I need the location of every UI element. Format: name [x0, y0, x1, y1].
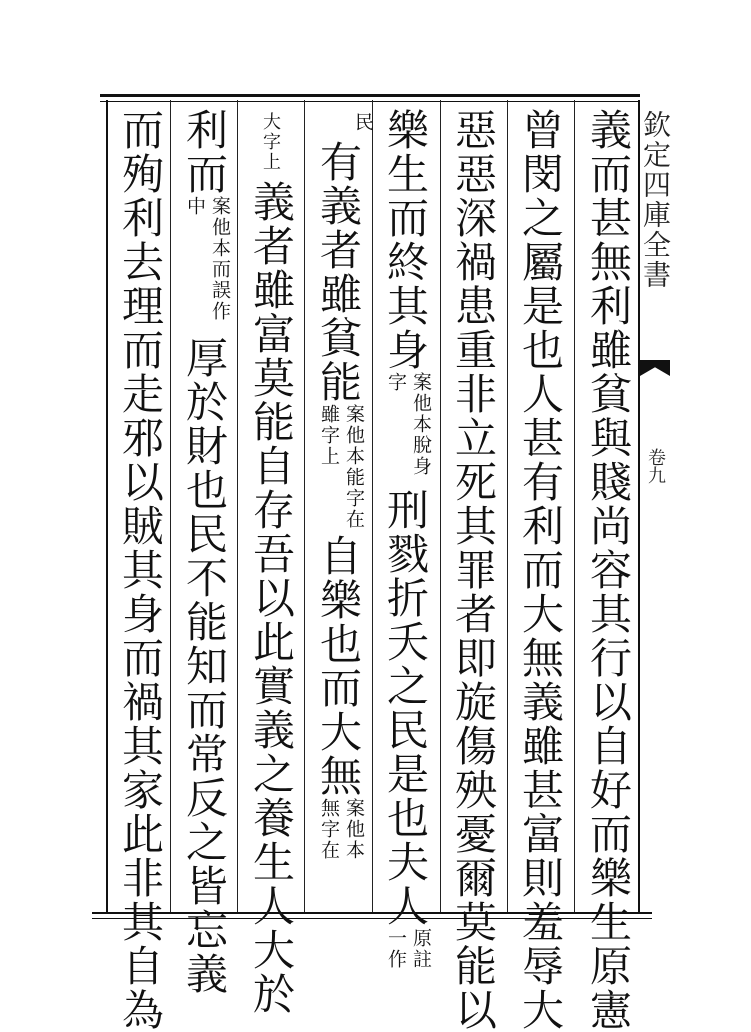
text-column-8 [112, 108, 168, 1032]
commentary-note: 案他本無字在 [318, 798, 365, 861]
commentary-note: 案他本而誤作中 [184, 196, 231, 322]
text-column-6 [243, 180, 299, 1016]
text-column-3 [445, 108, 501, 1032]
main-text: 利而 [180, 108, 229, 196]
commentary-note: 原註一作 [385, 928, 432, 970]
column-divider [507, 100, 508, 912]
text-column-4 [377, 108, 433, 988]
fish-tail-mark [640, 360, 670, 376]
frame-top-rule-inner [100, 101, 640, 102]
column-divider [372, 100, 373, 912]
commentary-note: 案他本脫身字 [385, 372, 432, 477]
main-text: 有義者雖貧能 [314, 140, 363, 404]
margin-book-title: 欽定四庫全書 [639, 110, 672, 290]
column-divider [170, 100, 171, 912]
main-text: 曾閔之屬是也人甚有利而大無義雖甚富則羞辱大 [516, 108, 565, 1032]
column-divider [304, 100, 305, 912]
main-text: 刑戮折夭之民是也夫人 [381, 488, 430, 928]
text-column-2 [512, 108, 568, 1032]
text-column-5 [310, 140, 366, 873]
commentary-note-head: 民 [352, 112, 374, 133]
main-text: 厚於財也民不能知而常反之皆忘義 [180, 336, 229, 996]
column-divider [237, 100, 238, 912]
column-divider [106, 100, 108, 912]
main-text: 惡惡深禍患重非立死其罪者即旋傷殃憂爾莫能以 [449, 108, 498, 1032]
main-text: 自樂也而大無 [314, 534, 363, 798]
main-text: 而殉利去理而走邪以賊其身而禍其家此非其自為 [116, 108, 165, 1032]
text-column-1 [580, 108, 636, 1032]
column-divider [440, 100, 441, 912]
main-text: 義者雖富莫能自存吾以此實義之養生人大於 [247, 180, 296, 1016]
margin-juan-label: 卷九 [645, 448, 666, 484]
frame-top-rule [100, 94, 640, 97]
column-divider [574, 100, 575, 912]
main-text: 樂生而終其身 [381, 108, 430, 372]
commentary-note: 案他本能字在雖字上 [318, 404, 365, 530]
commentary-note-head: 大字上 [260, 112, 281, 172]
text-column-7 [176, 108, 232, 996]
main-text: 義而甚無利雖貧與賤尚容其行以自好而樂生原憲 [584, 108, 633, 1032]
